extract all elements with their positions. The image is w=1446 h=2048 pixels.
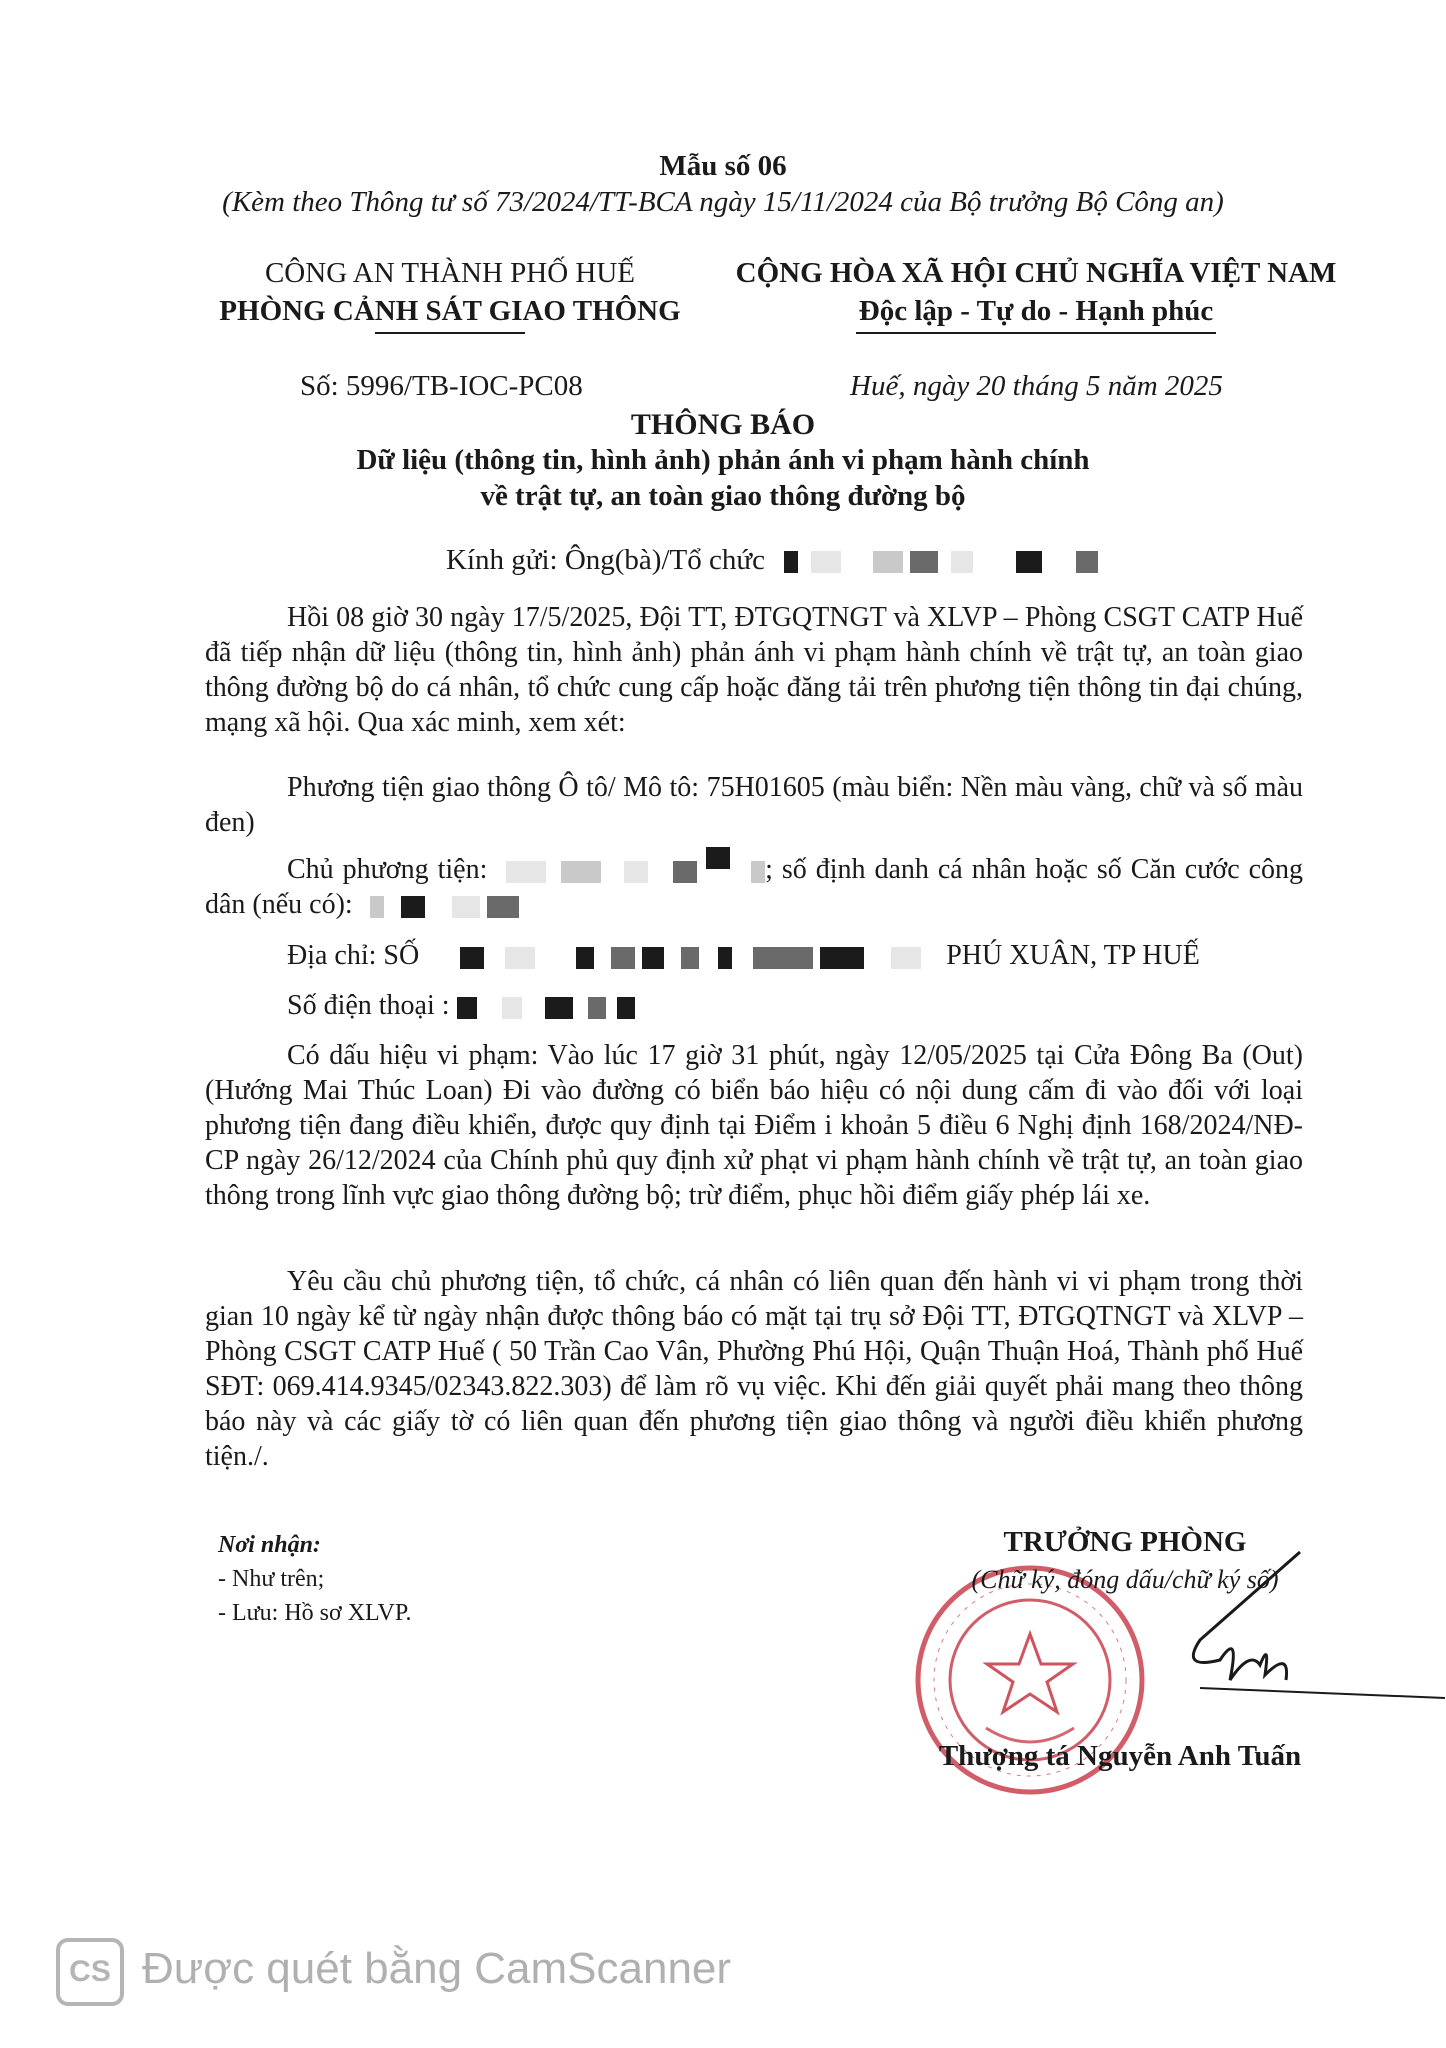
handwritten-signature xyxy=(1050,1540,1446,1735)
violation-text: Có dấu hiệu vi phạm: Vào lúc 17 giờ 31 phút, ngày 12/05/2025 tại Cửa Đông Ba (Out) (Hướng Mai Thúc Loan) Đi vào đường có biển báo hiệu có nội dung cấm đi vào đối với loại phương tiện đang điều khiển, được quy định tại Điểm i khoản 5 điều 6 Nghị định 168/2024/NĐ-CP ngày 26/12/2024 của Chính phủ quy định xử phạt vi phạm hành chính về trật tự, an toàn giao thông trong lĩnh vực giao thông đường bộ; trừ điểm, phục hồi điểm giấy phép lái xe. xyxy=(205,1040,1303,1211)
document-subtitle-2: về trật tự, an toàn giao thông đường bộ xyxy=(480,480,966,512)
redaction xyxy=(561,861,601,883)
document-subtitle-1: Dữ liệu (thông tin, hình ảnh) phản ánh vi phạm hành chính xyxy=(356,444,1090,476)
nation-heading xyxy=(706,254,1366,334)
document-title: THÔNG BÁO xyxy=(630,408,816,441)
redaction xyxy=(718,947,732,969)
vehicle-paragraph xyxy=(205,770,1303,840)
redaction xyxy=(642,947,664,969)
agency-name: PHÒNG CẢNH SÁT GIAO THÔNG xyxy=(219,295,681,327)
redaction xyxy=(545,997,573,1019)
redaction xyxy=(673,861,697,883)
addressee-label: Kính gửi: Ông(bà)/Tổ chức xyxy=(446,544,765,576)
recipients xyxy=(218,1528,412,1630)
camscanner-logo-text: CS xyxy=(69,1955,111,1988)
redaction xyxy=(611,947,635,969)
request-paragraph xyxy=(205,1264,1303,1474)
redaction xyxy=(624,861,648,883)
intro-text: Hồi 08 giờ 30 ngày 17/5/2025, Đội TT, ĐTGQTNGT và XLVP – Phòng CSGT CATP Huế đã tiếp nhận dữ liệu (thông tin, hình ảnh) phản ánh vi phạm hành chính về trật tự, an toàn giao thông đường bộ do cá nhân, tổ chức cung cấp hoặc đăng tải trên phương tiện thông tin đại chúng, mạng xã hội. Qua xác minh, xem xét: xyxy=(205,602,1303,738)
signer-name: Thượng tá Nguyễn Anh Tuấn xyxy=(938,1740,1302,1772)
owner-label: Chủ phương tiện: xyxy=(287,854,488,885)
address-paragraph xyxy=(205,938,1303,973)
signature-note: (Chữ ký, đóng dấu/chữ ký số) xyxy=(971,1565,1279,1594)
addressee xyxy=(446,544,1098,577)
redaction xyxy=(891,947,921,969)
nation-motto: Độc lập - Tự do - Hạnh phúc xyxy=(858,295,1214,327)
agency-heading xyxy=(190,254,710,334)
violation-paragraph xyxy=(205,1038,1303,1213)
redaction xyxy=(820,947,864,969)
vehicle-text: Phương tiện giao thông Ô tô/ Mô tô: 75H01605 (màu biển: Nền màu vàng, chữ và số màu đen) xyxy=(205,772,1303,838)
motto-underline xyxy=(856,332,1216,334)
redaction xyxy=(706,847,730,869)
redaction xyxy=(576,947,594,969)
redaction xyxy=(1076,551,1098,573)
document-number: Số: 5996/TB-IOC-PC08 xyxy=(300,370,583,402)
form-note: (Kèm theo Thông tư số 73/2024/TT-BCA ngày 15/11/2024 của Bộ trưởng Bộ Công an) xyxy=(222,186,1224,218)
redaction xyxy=(811,551,841,573)
owner-line xyxy=(205,852,1303,922)
redaction xyxy=(617,997,635,1019)
redaction xyxy=(751,861,765,883)
owner-id-label: ; số định danh cá nhân hoặc số Căn cước công dân (nếu có): xyxy=(205,854,1304,920)
agency-underline xyxy=(375,332,525,334)
redaction xyxy=(452,896,480,918)
camscanner-watermark: Được quét bằng CamScanner xyxy=(142,1944,732,1993)
redaction xyxy=(681,947,699,969)
redaction xyxy=(460,947,484,969)
redaction xyxy=(784,551,798,573)
request-text: Yêu cầu chủ phương tiện, tổ chức, cá nhân có liên quan đến hành vi vi phạm trong thời gian 10 ngày kể từ ngày nhận được thông báo có mặt tại trụ sở Đội TT, ĐTGQTNGT và XLVP – Phòng CSGT CATP Huế ( 50 Trần Cao Vân, Phường Phú Hội, Quận Thuận Hoá, Thành phố Huế SĐT: 069.414.9345/02343.822.303) để làm rõ vụ việc. Khi đến giải quyết phải mang theo thông báo này và các giấy tờ có liên quan đến phương tiện giao thông và người điều khiển phương tiện./. xyxy=(205,1266,1303,1472)
place-date: Huế, ngày 20 tháng 5 năm 2025 xyxy=(850,370,1223,402)
redaction xyxy=(401,896,425,918)
redaction xyxy=(502,997,522,1019)
intro-paragraph xyxy=(205,600,1303,740)
nation-name: CỘNG HÒA XÃ HỘI CHỦ NGHĨA VIỆT NAM xyxy=(735,257,1337,289)
redaction xyxy=(487,896,519,918)
agency-parent: CÔNG AN THÀNH PHỐ HUẾ xyxy=(264,257,636,289)
phone-label: Số điện thoại : xyxy=(287,990,450,1021)
address-label: Địa chỉ: SỐ xyxy=(287,940,420,971)
address-line xyxy=(205,938,1303,973)
phone-paragraph xyxy=(205,988,1303,1023)
redaction xyxy=(951,551,973,573)
redaction xyxy=(753,947,813,969)
redaction xyxy=(370,896,384,918)
redaction xyxy=(457,997,477,1019)
form-number: Mẫu số 06 xyxy=(659,150,787,182)
redaction xyxy=(588,997,606,1019)
signer-position: TRƯỞNG PHÒNG xyxy=(1003,1526,1247,1558)
redaction xyxy=(873,551,903,573)
redaction xyxy=(910,551,938,573)
redaction xyxy=(1016,551,1042,573)
redaction xyxy=(506,861,546,883)
redaction xyxy=(505,947,535,969)
address-tail: PHÚ XUÂN, TP HUẾ xyxy=(946,940,1200,971)
owner-paragraph xyxy=(205,852,1303,922)
recipient-item: - Như trên; xyxy=(218,1566,325,1592)
phone-line xyxy=(205,988,1303,1023)
camscanner-logo-icon xyxy=(56,1938,124,2006)
recipient-item: - Lưu: Hồ sơ XLVP. xyxy=(218,1600,412,1626)
recipients-label: Nơi nhận: xyxy=(218,1532,321,1558)
